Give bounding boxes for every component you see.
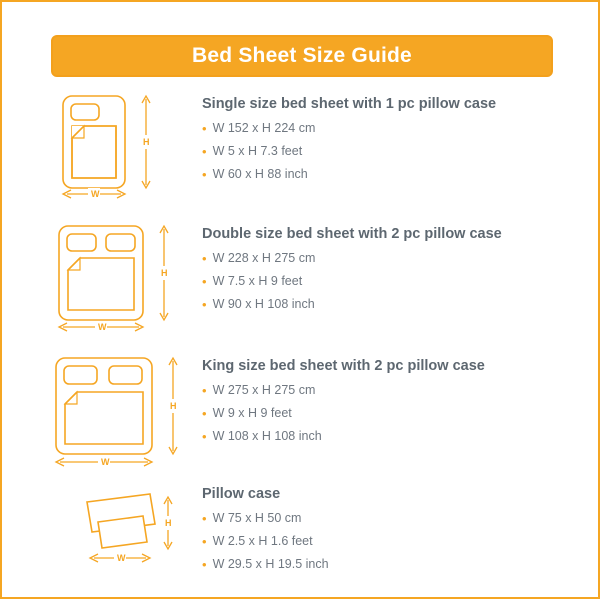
double-bed-measurement-inch bbox=[202, 297, 562, 311]
king-bed-measurement-inch-text: W 108 x H 108 inch bbox=[212, 429, 322, 443]
size-entry-double bbox=[42, 220, 562, 335]
pillow-case-measurement-cm bbox=[202, 511, 562, 525]
double-bed-measurement-inch-text: W 90 x H 108 inch bbox=[212, 297, 315, 311]
page-title-bar bbox=[51, 35, 553, 77]
single-bed-title: Single size bed sheet with 1 pc pillow case bbox=[202, 96, 497, 112]
bullet-icon: • bbox=[202, 297, 207, 312]
bullet-icon: • bbox=[202, 121, 207, 136]
single-bed-measurement-inch bbox=[202, 167, 562, 181]
king-bed-title: King size bed sheet with 2 pc pillow case bbox=[202, 358, 485, 374]
bullet-icon: • bbox=[202, 534, 207, 549]
king-bed-info bbox=[192, 352, 562, 452]
double-width-label: W bbox=[98, 322, 107, 332]
double-bed-measurement-feet-text: W 7.5 x H 9 feet bbox=[212, 274, 303, 288]
king-bed-illustration bbox=[42, 352, 192, 470]
pillow-case-info bbox=[192, 480, 562, 580]
king-bed-figure bbox=[42, 352, 192, 470]
double-height-label: H bbox=[161, 268, 168, 278]
double-bed-measurement-cm bbox=[202, 251, 562, 265]
pillow-case-measurement-inch bbox=[202, 557, 562, 571]
pillow-case-measurement-feet bbox=[202, 534, 562, 548]
double-bed-measurement-feet bbox=[202, 274, 562, 288]
king-bed-measurement-feet bbox=[202, 406, 562, 420]
single-bed-info bbox=[192, 90, 562, 190]
single-bed-measurement-cm bbox=[202, 121, 562, 135]
single-bed-figure bbox=[42, 90, 192, 200]
pillow-case-illustration bbox=[42, 480, 192, 575]
pillow-width-label: W bbox=[117, 553, 126, 563]
page-title: Bed Sheet Size Guide bbox=[192, 44, 412, 67]
double-bed-info bbox=[192, 220, 562, 320]
single-bed-measurement-cm-text: W 152 x H 224 cm bbox=[212, 121, 316, 135]
pillow-case-measurement-feet-text: W 2.5 x H 1.6 feet bbox=[212, 534, 313, 548]
king-bed-measurement-feet-text: W 9 x H 9 feet bbox=[212, 406, 292, 420]
bullet-icon: • bbox=[202, 274, 207, 289]
king-bed-measurement-cm bbox=[202, 383, 562, 397]
bullet-icon: • bbox=[202, 429, 207, 444]
pillow-case-title: Pillow case bbox=[202, 486, 281, 502]
single-bed-measurement-inch-text: W 60 x H 88 inch bbox=[212, 167, 308, 181]
single-bed-measurement-feet bbox=[202, 144, 562, 158]
size-entry-pillow bbox=[42, 480, 562, 580]
king-width-label: W bbox=[101, 457, 110, 467]
pillow-case-figure bbox=[42, 480, 192, 575]
bullet-icon: • bbox=[202, 406, 207, 421]
king-height-label: H bbox=[170, 401, 177, 411]
single-height-label: H bbox=[143, 137, 150, 147]
single-width-label: W bbox=[91, 189, 100, 199]
bullet-icon: • bbox=[202, 144, 207, 159]
single-bed-illustration bbox=[42, 90, 192, 200]
pillow-height-label: H bbox=[165, 518, 172, 528]
bullet-icon: • bbox=[202, 167, 207, 182]
pillow-case-measurement-inch-text: W 29.5 x H 19.5 inch bbox=[212, 557, 329, 571]
double-bed-figure bbox=[42, 220, 192, 335]
size-entry-king bbox=[42, 352, 562, 470]
king-bed-measurement-inch bbox=[202, 429, 562, 443]
double-bed-title: Double size bed sheet with 2 pc pillow case bbox=[202, 226, 502, 242]
king-bed-measurement-cm-text: W 275 x H 275 cm bbox=[212, 383, 316, 397]
double-bed-measurement-cm-text: W 228 x H 275 cm bbox=[212, 251, 316, 265]
bullet-icon: • bbox=[202, 511, 207, 526]
pillow-case-measurement-cm-text: W 75 x H 50 cm bbox=[212, 511, 302, 525]
double-bed-illustration bbox=[42, 220, 192, 335]
bullet-icon: • bbox=[202, 557, 207, 572]
single-bed-measurement-feet-text: W 5 x H 7.3 feet bbox=[212, 144, 303, 158]
size-entry-single bbox=[42, 90, 562, 200]
bullet-icon: • bbox=[202, 251, 207, 266]
bullet-icon: • bbox=[202, 383, 207, 398]
